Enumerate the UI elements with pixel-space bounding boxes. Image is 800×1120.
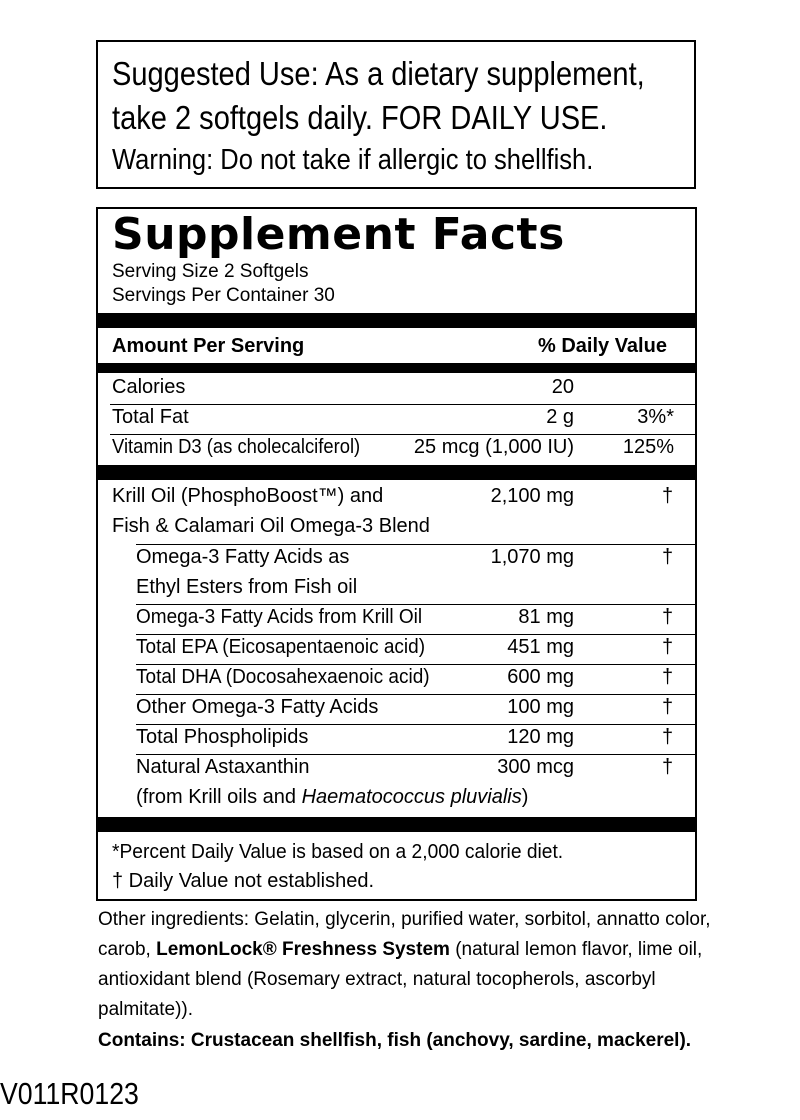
row-vitamin-d3-amount: 25 mcg (1,000 IU) [413,436,574,458]
row-vitamin-d3-dv: 125% [622,436,674,458]
sub-row-epa-name: Total EPA (Eicosapentaenoic acid) [136,636,426,658]
row-calories-amount: 20 [551,376,574,398]
sub-row-epa-dv: † [662,636,674,658]
species-name: Haematococcus pluvialis [301,786,522,808]
sub-row-omega3-ethyl-dv: † [662,546,674,568]
serving-size: Serving Size 2 Softgels [112,261,309,282]
servings-per-container: Servings Per Container 30 [112,285,335,306]
sub-row-omega3-ethyl-amount: 1,070 mg [490,546,574,568]
row-total-fat-amount: 2 g [546,406,574,428]
suggested-use-line-1: Suggested Use: As a dietary supplement, [112,55,645,92]
suggested-use-box [96,40,696,189]
sub-row-dha-name: Total DHA (Docosahexaenoic acid) [136,666,430,688]
lemonlock-brand: LemonLock® Freshness System [156,939,450,960]
blend-dv: † [662,485,674,507]
blend-name-line-1: Krill Oil (PhosphoBoost™) and [112,485,384,507]
sub-row-phospholipids-dv: † [662,726,674,748]
sub-row-dha-amount: 600 mg [507,666,574,688]
sub-row-omega3-krill-name: Omega-3 Fatty Acids from Krill Oil [136,606,423,628]
supplement-facts-panel [96,207,697,901]
divider [136,754,695,755]
sub-row-dha-dv: † [662,666,674,688]
sub-row-other-omega3-name: Other Omega-3 Fatty Acids [136,696,379,718]
thick-rule-2 [98,465,695,480]
footnote-dagger: † Daily Value not established. [112,870,375,892]
divider [136,694,695,695]
sub-row-omega3-ethyl-line-1: Omega-3 Fatty Acids as [136,546,350,568]
sub-row-other-omega3-dv: † [662,696,674,718]
row-total-fat-name: Total Fat [112,406,189,428]
row-vitamin-d3-name: Vitamin D3 (as cholecalciferol) [112,436,361,458]
divider [110,404,695,405]
astaxanthin-source: (from Krill oils and Haematococcus pluvialis) [136,786,529,808]
sub-row-astaxanthin-dv: † [662,756,674,778]
lot-code: V011R0123 [0,1076,139,1111]
allergen-statement: Contains: Crustacean shellfish, fish (anchovy, sardine, mackerel). [98,1030,692,1051]
divider [136,604,695,605]
medium-rule [98,363,695,373]
divider [136,544,695,545]
warning-line: Warning: Do not take if allergic to shellfish. [112,144,594,176]
header-amount-per-serving: Amount Per Serving [112,335,305,357]
divider [136,664,695,665]
blend-name-line-2: Fish & Calamari Oil Omega-3 Blend [112,515,430,537]
footnote-percent-dv: *Percent Daily Value is based on a 2,000 calorie diet. [112,841,564,863]
sub-row-astaxanthin-amount: 300 mcg [497,756,574,778]
header-daily-value: % Daily Value [538,335,667,357]
sub-row-phospholipids-name: Total Phospholipids [136,726,309,748]
sub-row-phospholipids-amount: 120 mg [507,726,574,748]
sub-row-epa-amount: 451 mg [507,636,574,658]
sub-row-astaxanthin-name: Natural Astaxanthin [136,756,310,778]
sub-row-omega3-ethyl-line-2: Ethyl Esters from Fish oil [136,576,358,598]
sub-row-omega3-krill-amount: 81 mg [518,606,574,628]
divider [136,724,695,725]
other-ingredients: Other ingredients: Gelatin, glycerin, purified water, sorbitol, annatto color, carob, LemonLock® Freshness System (natural lemon flavor, lime oil, antioxidant blend (Rosemary extract, natural tocopherols, ascorbyl palmitate)). [98,909,711,1020]
thick-rule-3 [98,817,695,832]
suggested-use-line-2: take 2 softgels daily. FOR DAILY USE. [112,99,608,136]
sub-row-omega3-krill-dv: † [662,606,674,628]
thick-rule-1 [98,313,695,328]
row-total-fat-dv: 3%* [637,406,674,428]
facts-title: Supplement Facts [112,209,565,260]
sub-row-other-omega3-amount: 100 mg [507,696,574,718]
divider [110,434,695,435]
blend-amount: 2,100 mg [490,485,574,507]
row-calories-name: Calories [112,376,186,398]
divider [136,634,695,635]
